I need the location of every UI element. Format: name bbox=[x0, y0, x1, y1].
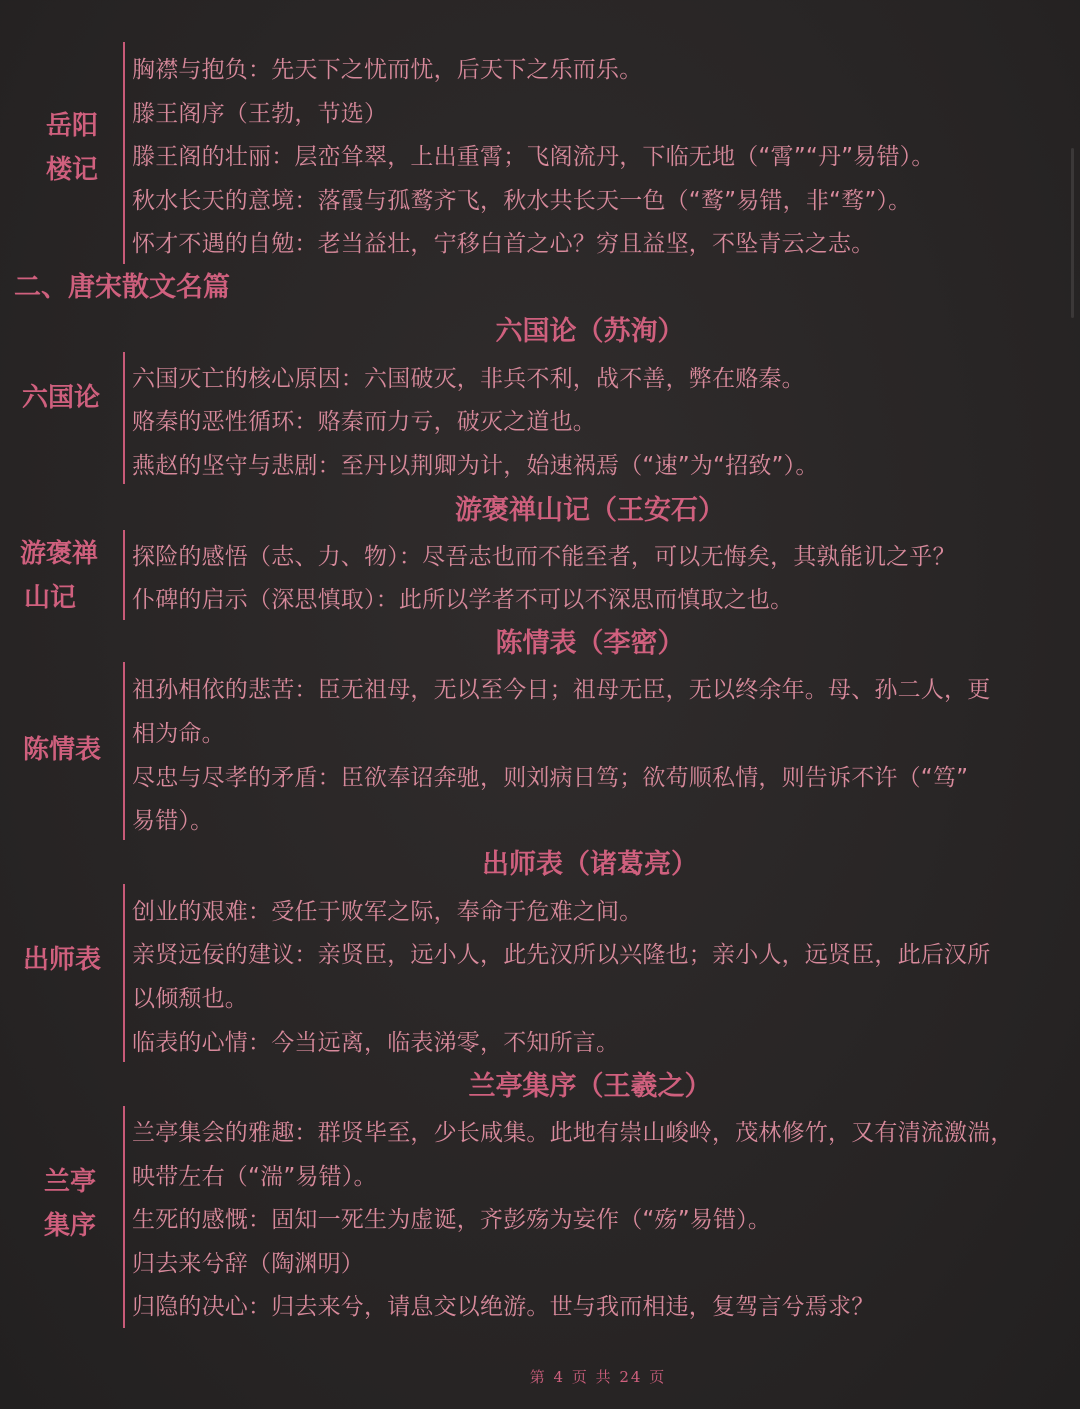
side-label-line: 山记 bbox=[24, 583, 77, 613]
essay-title-chushibiao: 出师表（诸葛亮） bbox=[482, 849, 698, 880]
bracket-line bbox=[123, 352, 125, 484]
text-line: 相为命。 bbox=[132, 721, 225, 747]
text-line: 祖孙相依的悲苦：臣无祖母，无以至今日；祖母无臣，无以终余年。母、孙二人，更 bbox=[132, 677, 991, 703]
text-line: 滕王阁序（王勃，节选） bbox=[132, 101, 388, 127]
essay-title-chenqingbiao: 陈情表（李密） bbox=[495, 628, 685, 659]
essay-title-youbaochan: 游褒禅山记（王安石） bbox=[455, 495, 725, 526]
text-line: 尽忠与尽孝的矛盾：臣欲奉诏奔驰，则刘病日笃；欲苟顺私情，则告诉不许（“笃” bbox=[132, 765, 969, 791]
text-line: 归去来兮辞（陶渊明） bbox=[132, 1251, 364, 1277]
side-label-line: 岳阳 bbox=[45, 111, 98, 141]
side-label-line: 兰亭 bbox=[43, 1167, 96, 1197]
text-line: 临表的心情：今当远离，临表涕零，不知所言。 bbox=[132, 1030, 620, 1056]
side-label-line: 楼记 bbox=[45, 155, 98, 185]
side-label-line: 游褒禅 bbox=[20, 539, 99, 569]
text-line: 滕王阁的壮丽：层峦耸翠，上出重霄；飞阁流丹，下临无地（“霄”“丹”易错）。 bbox=[132, 144, 935, 170]
bracket-line bbox=[123, 530, 125, 620]
text-line: 以倾颓也。 bbox=[132, 986, 248, 1012]
text-line: 仆碑的启示（深思慎取）：此所以学者不可以不深思而慎取之也。 bbox=[132, 587, 794, 613]
text-line: 归隐的决心：归去来兮，请息交以绝游。世与我而相违，复驾言兮焉求？ bbox=[132, 1294, 875, 1320]
text-line: 胸襟与抱负：先天下之忧而忧，后天下之乐而乐。 bbox=[132, 57, 643, 83]
side-label-chushibiao: 出师表 bbox=[22, 945, 101, 975]
text-line: 兰亭集会的雅趣：群贤毕至，少长咸集。此地有崇山峻岭，茂林修竹，又有清流激湍， bbox=[132, 1120, 1014, 1146]
side-label-lantingjixu bbox=[36, 1160, 104, 1248]
essay-title-liuguolun: 六国论（苏洵） bbox=[495, 316, 685, 347]
page-number: 第 4 页 共 24 页 bbox=[529, 1368, 667, 1386]
text-line: 秋水长天的意境：落霞与孤鹜齐飞，秋水共长天一色（“鹜”易错，非“骛”）。 bbox=[132, 188, 912, 214]
side-label-line: 集序 bbox=[43, 1211, 96, 1241]
section-title: 二、唐宋散文名篇 bbox=[14, 272, 230, 303]
side-label-liuguolun: 六国论 bbox=[21, 383, 100, 413]
text-line: 易错）。 bbox=[132, 808, 214, 834]
text-line: 怀才不遇的自勉：老当益壮，宁移白首之心？穷且益坚，不坠青云之志。 bbox=[132, 231, 875, 257]
essay-title-lantingjixu: 兰亭集序（王羲之） bbox=[468, 1071, 712, 1102]
text-line: 六国灭亡的核心原因：六国破灭，非兵不利，战不善，弊在赂秦。 bbox=[132, 366, 805, 392]
text-line: 燕赵的坚守与悲剧：至丹以荆卿为计，始速祸焉（“速”为“招致”）。 bbox=[132, 453, 819, 479]
scrollbar[interactable] bbox=[1071, 148, 1074, 318]
text-line: 探险的感悟（志、力、物）：尽吾志也而不能至者，可以无悔矣，其孰能讥之乎？ bbox=[132, 544, 956, 570]
text-line: 创业的艰难：受任于败军之际，奉命于危难之间。 bbox=[132, 899, 643, 925]
text-line: 赂秦的恶性循环：赂秦而力亏，破灭之道也。 bbox=[132, 409, 596, 435]
side-label-yueyanglouji bbox=[40, 104, 104, 192]
bracket-line bbox=[123, 662, 125, 840]
bracket-line bbox=[123, 42, 125, 264]
bracket-line bbox=[123, 1106, 125, 1328]
side-label-chenqingbiao: 陈情表 bbox=[22, 735, 101, 765]
text-line: 映带左右（“湍”易错）。 bbox=[132, 1164, 377, 1190]
text-line: 生死的感慨：固知一死生为虚诞，齐彭殇为妄作（“殇”易错）。 bbox=[132, 1207, 772, 1233]
bracket-line bbox=[123, 884, 125, 1062]
text-line: 亲贤远佞的建议：亲贤臣，远小人，此先汉所以兴隆也；亲小人，远贤臣，此后汉所 bbox=[132, 942, 991, 968]
side-label-youbaochan bbox=[20, 532, 114, 620]
